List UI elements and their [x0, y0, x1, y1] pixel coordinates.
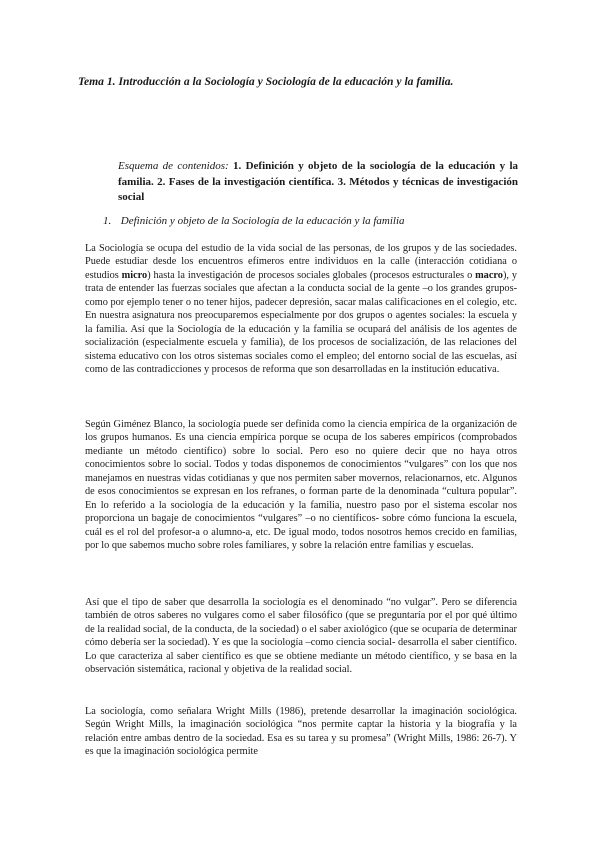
paragraph-4: La sociología, como señalara Wright Mills (1986), pretende desarrollar la imaginación sociológica. Según Wright Mills, la imaginación sociológica “nos permite captar la historia y la biografía y la relación entre ambas dentro de la sociedad. Esa es su tarea y su promesa” (Wright Mills, 1986: 26-7). Y es que la imaginación sociológica permite: [85, 706, 517, 758]
outline-items: 1. Definición y objeto de la sociología de la educación y la familia. 2. Fases de la investigación científica. 3. Métodos y técnicas de investigación social: [118, 160, 518, 203]
paragraph-1-bold-macro: macro: [475, 269, 503, 281]
paragraph-1: [85, 242, 517, 377]
paragraph-2: Según Giménez Blanco, la sociología puede ser definida como la ciencia empírica de la organización de los grupos humanos. Es una ciencia empírica porque se ocupa de los saberes empíricos (comprobados mediante un método científico) sobre lo social. Pero eso no quiere decir que no haya otros conocimientos sobre lo social. Todos y todas disponemos de conocimientos “vulgares” con los que nos manejamos en nuestras vidas cotidianas y que nos permiten saber movernos, relacionarnos, etc. Algunos de esos conocimientos se expresan en los refranes, o forman parte de la denominada “cultura popular”. En lo referido a la sociología de la educación y la familia, nuestro paso por el sistema escolar nos proporciona un bagaje de conocimientos “vulgares” –o no científicos- sobre cómo funciona la escuela, cuál es el rol del profesor-a o alumno-a, etc. De igual modo, todos nosotros hemos crecido en familias, por lo que sabemos mucho sobre roles familiares, y sobre la relación entre familias y escuelas.: [85, 419, 517, 552]
paragraph-3: Así que el tipo de saber que desarrolla la sociología es el denominado “no vulgar”. Pero se diferencia también de otros saberes no vulgares como el saber filosófico (que se preguntaría por el por qué último de la realidad social, de la conducta, de la sociedad) o el saber axiológico (que se ocuparía de determinar cómo debería ser la sociedad). Y es que la sociología –como ciencia social- desarrolla el saber científico. Lo que caracteriza al saber científico es que se obtiene mediante un método científico, y se basa en la observación sistemática, racional y objetiva de la realidad social.: [85, 597, 517, 676]
paragraph-1-text-a: La Sociología se ocupa del estudio de la vida social de las personas, de los grupos y de las sociedades. Puede estudiar desde los encuentros efímeros entre individuos en la calle (interacción cotidiana o estudios: [85, 243, 517, 281]
contents-outline: [118, 159, 518, 206]
paragraph-1-text-c: ) hasta la investigación de procesos sociales globales (procesos estructurales o: [147, 269, 476, 281]
section-number: 1.: [103, 215, 112, 227]
section-title: Definición y objeto de la Sociología de la educación y la familia: [120, 215, 405, 227]
paragraph-1-text-d: ), y trata de entender las fuerzas sociales que afectan a la conducta social de la gente –o los grandes grupos- como por ejemplo tener o no tener hijos, padecer depresión, sacar malas calificaciones en el colegio, etc. En nuestra asignatura nos preocuparemos especialmente por dos grupos o agentes sociales: la escuela y la familia. Así que la Sociología de la educación y la familia se ocupará del análisis de los agentes de socialización (especialmente escuela y familia), de los procesos de socialización, de las relaciones del sistema educativo con los otros sistemas sociales como el empleo; del entorno social de las escuelas, así como de las contradicciones y procesos de reforma que son desarrolladas en la institución educativa.: [85, 269, 517, 376]
paragraph-1-bold-micro: micro: [121, 269, 148, 281]
section-heading: [103, 215, 405, 227]
document-title: Tema 1. Introducción a la Sociología y Sociología de la educación y la familia.: [78, 75, 454, 88]
outline-lead: Esquema de contenidos:: [118, 160, 229, 172]
